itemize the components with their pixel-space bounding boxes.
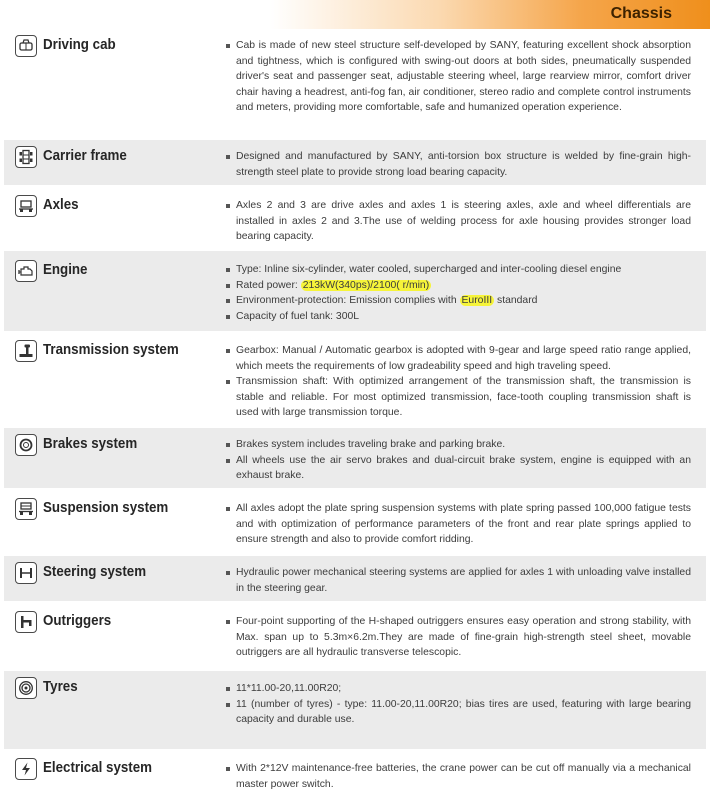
bullet-item: Designed and manufactured by SANY, anti-torsion box structure is welded by fine-grain high-strength steel plate to provide strong load bearing capacity. (226, 149, 691, 180)
section-steering-system (4, 556, 706, 601)
section-outriggers (4, 605, 706, 667)
section-title: Brakes system (43, 436, 138, 452)
bullet-list (226, 565, 691, 596)
highlighted-rated-power: 213kW(340ps)/2100( r/min) (302, 279, 430, 291)
bullet-list (226, 262, 691, 324)
bullet-item (226, 293, 691, 309)
section-electrical-system (4, 752, 706, 800)
section-driving-cab (4, 29, 706, 137)
section-title: Electrical system (43, 760, 153, 776)
electrical-icon (15, 758, 37, 780)
suspension-icon (15, 498, 37, 520)
bullet-item: All axles adopt the plate spring suspension systems with plate spring passed 100,000 fatigue tests and with optimization of performance parameters of the front and rear plate springs applied to ensure strength and also to provide comfort ridding. (226, 501, 691, 548)
bullet-item (226, 278, 691, 294)
page-title: Chassis (610, 5, 672, 22)
bullet-item: Four-point supporting of the H-shaped outriggers ensures easy operation and strong stability, with Max. span up to 5.3m×6.2m.They are made of fine-grain high-strength steel sheet, movable outriggers are all hydraulic transverse telescopic. (226, 614, 691, 661)
engine-icon (15, 260, 37, 282)
transmission-icon (15, 340, 37, 362)
section-title: Outriggers (43, 613, 112, 629)
bullet-list (226, 343, 691, 421)
bullet-item: All wheels use the air servo brakes and dual-circuit brake system, engine is equipped with an exhaust brake. (226, 453, 691, 484)
section-tyres (4, 671, 706, 749)
section-title: Engine (43, 262, 88, 278)
section-carrier-frame (4, 140, 706, 185)
bullet-list (226, 501, 691, 548)
section-suspension-system (4, 492, 706, 552)
chassis-header-bar (0, 0, 710, 29)
section-transmission-system (4, 334, 706, 424)
section-title: Suspension system (43, 500, 169, 516)
tyres-icon (15, 677, 37, 699)
axles-icon (15, 195, 37, 217)
bullet-item: Transmission shaft: With optimized arrangement of the transmission shaft, the transmission is stable and reliable. For most optimized transmission, face-tooth coupling transmission shaft is used with large transmission torque. (226, 374, 691, 421)
bullet-item: Axles 2 and 3 are drive axles and axles 1 is steering axles, axle and wheel differentials are installed in axles 2 and 3.The use of welding process for axle housing provides stronger load bearing capacity. (226, 198, 691, 245)
bullet-item: With 2*12V maintenance-free batteries, the crane power can be cut off manually via a mechanical master power switch. (226, 761, 691, 792)
section-title: Transmission system (43, 342, 179, 358)
bullet-text: Rated power: (236, 279, 301, 291)
bullet-list (226, 614, 691, 661)
bullet-list (226, 761, 691, 792)
bullet-list (226, 198, 691, 245)
section-title: Tyres (43, 679, 78, 695)
brakes-icon (15, 434, 37, 456)
bullet-list (226, 38, 691, 116)
section-title: Driving cab (43, 37, 116, 53)
section-axles (4, 189, 706, 247)
bullet-list (226, 437, 691, 484)
bullet-item: Capacity of fuel tank: 300L (226, 309, 691, 325)
driving-cab-icon (15, 35, 37, 57)
bullet-item: Hydraulic power mechanical steering systems are applied for axles 1 with unloading valve installed in the steering gear. (226, 565, 691, 596)
outriggers-icon (15, 611, 37, 633)
bullet-text: standard (494, 295, 538, 306)
bullet-list (226, 149, 691, 180)
section-title: Axles (43, 197, 79, 213)
carrier-frame-icon (15, 146, 37, 168)
bullet-list (226, 681, 691, 728)
bullet-item: Type: Inline six-cylinder, water cooled, supercharged and inter-cooling diesel engine (226, 262, 691, 278)
bullet-item: 11*11.00-20,11.00R20; (226, 681, 691, 697)
bullet-text: Environment-protection: Emission complies with (236, 295, 460, 306)
highlighted-emission-standard: EuroIII (461, 295, 493, 306)
section-title: Carrier frame (43, 148, 127, 164)
bullet-item: Brakes system includes traveling brake and parking brake. (226, 437, 691, 453)
steering-icon (15, 562, 37, 584)
section-engine (4, 251, 706, 331)
bullet-item: 11 (number of tyres) - type: 11.00-20,11.00R20; bias tires are used, featuring with large bearing capacity and durable use. (226, 697, 691, 728)
bullet-item: Gearbox: Manual / Automatic gearbox is adopted with 9-gear and large speed ratio range applied, which meets the requirements of low gradeability speed and high traveling speed. (226, 343, 691, 374)
section-brakes-system (4, 428, 706, 488)
section-title: Steering system (43, 564, 147, 580)
bullet-item: Cab is made of new steel structure self-developed by SANY, featuring excellent shock absorption and tightness, which is configured with swing-out doors at both sides, pneumatically suspended driver's seat and passenger seat, adjustable steering wheel, large rearview mirror, comfort driver chair having a headrest, anti-fog fan, air conditioner, stereo radio and complete control instruments and meters, providing more comfortable, safe and humanized operation experience. (226, 38, 691, 116)
